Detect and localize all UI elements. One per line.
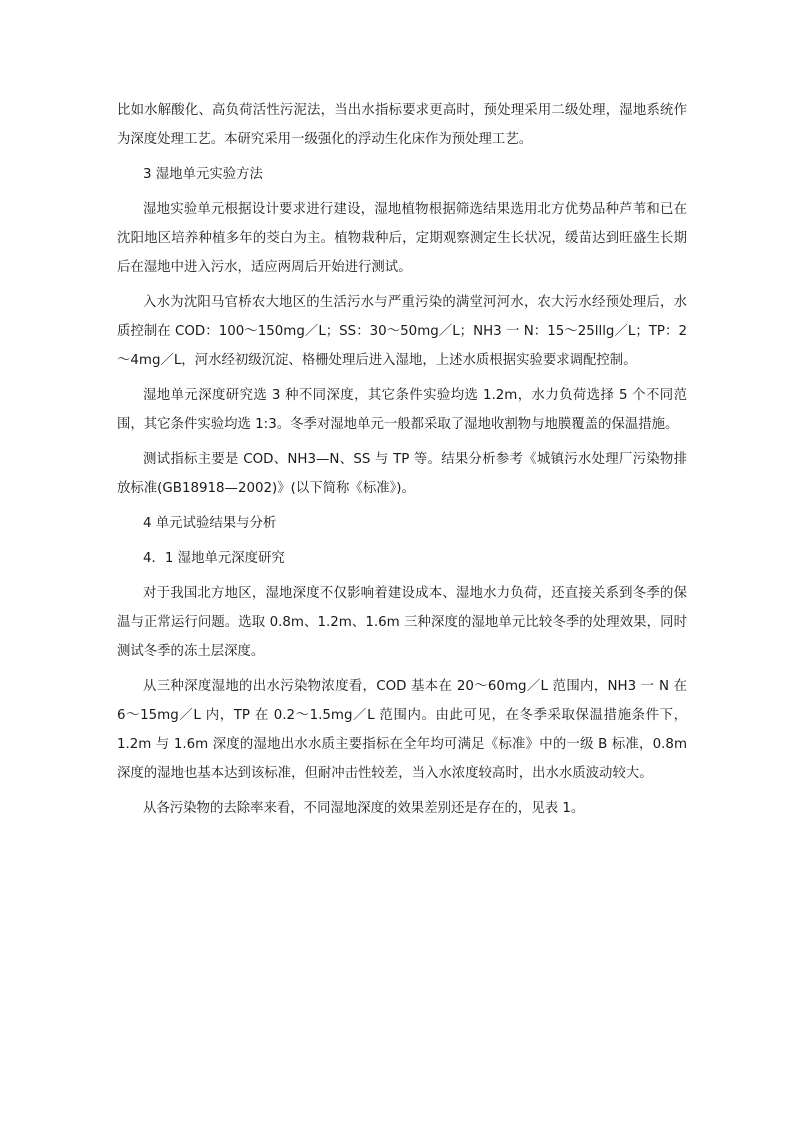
paragraph-unit-construction: 湿地实验单元根据设计要求进行建设，湿地植物根据筛选结果选用北方优势品种芦苇和已在沈阳地区培养种植多年的茭白为主。植物栽种后，定期观察测定生长状况，缓苗达到旺盛生长期后在湿地中进入污水，适应两周后开始进行测试。 xyxy=(117,202,687,275)
paragraph-influent: 入水为沈阳马官桥农大地区的生活污水与严重污染的满堂河河水，农大污水经预处理后，水质控制在 COD：100～150mg／L；SS：30～50mg／L；NH3 一 N：15～25lllg／L；TP：2～4mg／L，河水经初级沉淀、格栅处理后进入湿地，上述水质根据实验要求调配控制。 xyxy=(117,295,687,368)
paragraph-removal-rate: 从各污染物的去除率来看，不同湿地深度的效果差别还是存在的，见表 1。 xyxy=(143,801,585,816)
section-heading-4: 4 单元试验结果与分析 xyxy=(143,516,277,531)
paragraph-depth-intro: 对于我国北方地区，湿地深度不仅影响着建设成本、湿地水力负荷，还直接关系到冬季的保温与正常运行问题。选取 0.8m、1.2m、1.6m 三种深度的湿地单元比较冬季的处理效果，同时测试冬季的冻土层深度。 xyxy=(117,586,687,659)
paragraph-effluent-results: 从三种深度湿地的出水污染物浓度看，COD 基本在 20～60mg／L 范围内，NH3 一 N 在 6～15mg／L 内，TP 在 0.2～1.5mg／L 范围内。由此可见，在冬季采取保温措施条件下，1.2m 与 1.6m 深度的湿地出水水质主要指标在全年均可满足《标准》中的一级 B 标准，0.8m 深度的湿地也基本达到该标准，但耐冲击性较差，当入水浓度较高时，出水水质波动较大。 xyxy=(117,679,692,781)
subsection-heading-4-1: 4．1 湿地单元深度研究 xyxy=(143,551,285,566)
paragraph-pretreatment: 比如水解酸化、高负荷活性污泥法，当出水指标要求更高时，预处理采用二级处理，湿地系统作为深度处理工艺。本研究采用一级强化的浮动生化床作为预处理工艺。 xyxy=(117,103,687,147)
paragraph-test-indicators: 测试指标主要是 COD、NH3—N、SS 与 TP 等。结果分析参考《城镇污水处理厂污染物排放标准(GB18918—2002)》(以下简称《标准》)。 xyxy=(117,452,687,496)
document-body xyxy=(117,96,692,829)
paragraph-depth-setup: 湿地单元深度研究选 3 种不同深度，其它条件实验均选 1.2m，水力负荷选择 5 个不同范围，其它条件实验均选 1:3。冬季对湿地单元一般都采取了湿地收割物与地膜覆盖的保温措施。 xyxy=(117,388,687,432)
section-heading-3: 3 湿地单元实验方法 xyxy=(143,167,263,182)
